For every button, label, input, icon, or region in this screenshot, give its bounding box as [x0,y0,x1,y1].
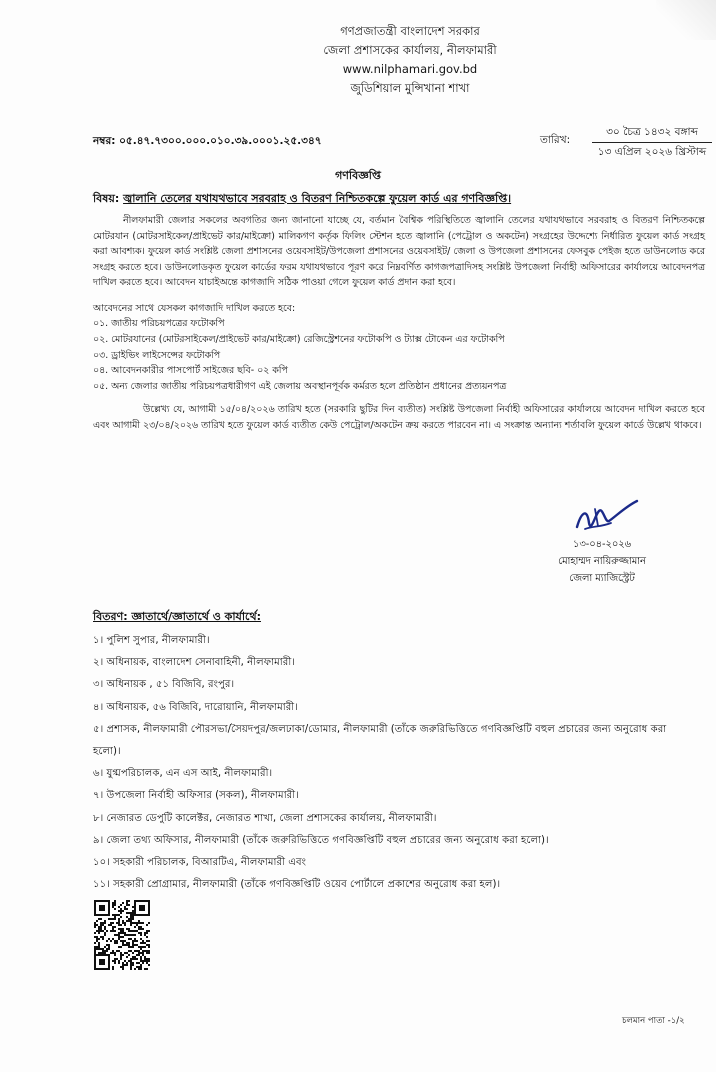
requirement-item: ০৪. আবেদনকারীর পাসপোর্ট সাইজের ছবি- ০২ কপি [93,365,288,377]
distribution-item: ১১। সহকারী প্রোগ্রামার, নীলফামারী (তাঁকে গণবিজ্ঞপ্তিটি ওয়েব পোর্টালে প্রকাশের অনুরোধ করা হল)। [93,879,501,891]
distribution-title [93,608,261,627]
distribution-item: ৭। উপজেলা নির্বাহী অফিসার (সকল), নীলফামারী। [93,790,299,802]
requirement-item: ০৫. অন্য জেলার জাতীয় পরিচয়পত্রধারীগণ এই জেলায় অবস্থানপূর্বক কর্মরত হলে প্রতিষ্ঠান প্রধানের প্রত্যয়নপত্র [93,381,507,393]
date-block [587,124,716,161]
signatory-name: মোহাম্মদ নায়িরুজ্জামান [558,556,646,567]
distribution-list [93,630,673,896]
requirement-item: ০২. মোটরযানের (মোটরসাইকেল/প্রাইভেট কার/মাইক্রো) রেজিস্ট্রেশনের ফটোকপি ও ট্যাক্স টোকেন এর ফটোকপি [93,333,505,345]
header-section: জুডিশিয়াল মুন্সিখানা শাখা [350,81,470,95]
date-bangla: ৩০ চৈত্র ১৪৩২ বঙ্গাব্দ [606,126,698,138]
notice-title: গণবিজ্ঞপ্তি [335,169,381,182]
signatory-date: ১৩-০৪-২০২৬ [572,539,631,550]
page-indicator: চলমান পাতা -১/২ [622,1016,685,1026]
distribution-title-text: বিতরণ: জ্ঞাতার্থে/জ্ঞাতার্থে ও কার্যার্থে: [93,610,261,623]
note-paragraph: উল্লেখ্য যে, আগামী ১৫/০৪/২০২৬ তারিখ হতে (সরকারি ছুটির দিন ব্যতীত) সংশ্লিষ্ট উপজেলা নির্বাহী অফিসারের কার্যালয়ে আবেদন দাখিল করতে হবে এবং আগামী ২৩/০৪/২০২৬ তারিখ হতে ফুয়েল কার্ড ব্যতীত কেউ পেট্রোল/অকটেন ক্রয় করতে পারবেন না। এ সংক্রান্ত অন্যান্য শর্তাবলি ফুয়েল কার্ডে উল্লেখ থাকবে। [93,404,705,431]
qr-code-icon [94,900,150,970]
distribution-item: ২। অধিনায়ক, বাংলাদেশ সেনাবাহিনী, নীলফামারী। [93,657,295,669]
signatory-block [522,536,682,587]
requirements-list [93,316,705,395]
date-english: ১৩ এপ্রিল ২০২৬ খ্রিস্টাব্দ [597,146,707,158]
date-label: তারিখ: [540,134,571,146]
distribution-item: ৬। যুগ্মপরিচালক, এন এস আই, নীলফামারী। [93,768,273,780]
signature-mark [565,493,645,537]
memo-label: নম্বর: [93,135,116,147]
distribution-item: ১। পুলিশ সুপার, নীলফামারী। [93,635,210,646]
requirements-intro: আবেদনের সাথে যেসকল কাগজাদি দাখিল করতে হবে: [93,303,296,314]
letterhead [240,22,580,98]
body-paragraph: নীলফামারী জেলার সকলের অবগতির জন্য জানানো যাচ্ছে যে, বর্তমান বৈশ্বিক পরিস্থিতিতে জ্বালানি তেলের যথাযথভাবে সরবরাহ ও বিতরণ নিশ্চিতকল্পে মোটরযান (মোটরসাইকেল/প্রাইভেট কার/মাইক্রো) মালিকগণ কর্তৃক ফিলিং স্টেশন হতে জ্বালানি (পেট্রোল ও অকটেন) সংগ্রহের উদ্দেশ্যে নির্ধারিত ফুয়েল কার্ড সংগ্রহ করা আবশ্যক। ফুয়েল কার্ড সংশ্লিষ্ট জেলা প্রশাসনের ওয়েবসাইট/উপজেলা প্রশাসনের ওয়েবসাইট/ জেলা ও উপজেলা প্রশাসনের ফেসবুক পেইজ হতে ডাউনলোড করে সংগ্রহ করতে হবে। ডাউনলোডকৃত ফুয়েল কার্ডের ফরম যথাযথভাবে পূরণ করে নিম্নবর্ণিত কাগজপত্রাদিসহ সংশ্লিষ্ট উপজেলা নির্বাহী অফিসারের কার্যালয়ে আবেদনপত্র দাখিল করতে হবে। আবেদন যাচাইঅন্তে কাগজাদি সঠিক পাওয়া গেলে ফুয়েল কার্ড প্রদান করা হবে। [93,215,705,289]
distribution-item: ৩। অধিনায়ক , ৫১ বিজিবি, রংপুর। [93,679,235,691]
paper-corner-shade [656,0,716,40]
requirement-item: ০৩. ড্রাইভিং লাইসেন্সের ফটোকপি [93,349,221,361]
header-website: www.nilphamari.gov.bd [342,62,478,76]
header-government: গণপ্রজাতন্ত্রী বাংলাদেশ সরকার [340,24,480,38]
subject-line [93,190,693,209]
distribution-item: ৮। নেজারত ডেপুটি কালেক্টর, নেজারত শাখা, জেলা প্রশাসকের কার্যালয়, নীলফামারী। [93,812,437,824]
subject-text: জ্বালানি তেলের যথাযথভাবে সরবরাহ ও বিতরণ নিশ্চিতকল্পে ফুয়েল কার্ড এর গণবিজ্ঞপ্তি। [123,192,512,205]
memo-value: ০৫.৪৭.৭৩০০.০০০.০১০.৩৯.০০০১.২৫.৩৪৭ [119,135,322,147]
distribution-item: ৯। জেলা তথ্য অফিসার, নীলফামারী (তাঁকে জরুরিভিত্তিতে গণবিজ্ঞপ্তিটি বহুল প্রচারের জন্য অনুরোধ করা হলো)। [93,834,549,846]
signatory-title: জেলা ম্যাজিস্ট্রেট [569,573,635,584]
distribution-item: ৫। প্রশাসক, নীলফামারী পৌরসভা/সৈয়দপুর/জলঢাকা/ডোমার, নীলফামারী (তাঁকে জরুরিভিত্তিতে গণবিজ্ঞপ্তিটি বহুল প্রচারের জন্য অনুরোধ করা হলো)। [93,723,667,758]
date-divider [592,142,712,143]
memo-number [93,134,322,151]
requirement-item: ০১. জাতীয় পরিচয়পত্রের ফটোকপি [93,318,225,329]
header-office: জেলা প্রশাসকের কার্যালয়, নীলফামারী [323,43,497,57]
distribution-item: ১০। সহকারী পরিচালক, বিআরটিএ, নীলফামারী এবং [93,857,307,869]
distribution-item: ৪। অধিনায়ক, ৫৬ বিজিবি, দারোয়ানি, নীলফামারী। [93,701,298,713]
subject-label: বিষয়: [93,192,120,205]
